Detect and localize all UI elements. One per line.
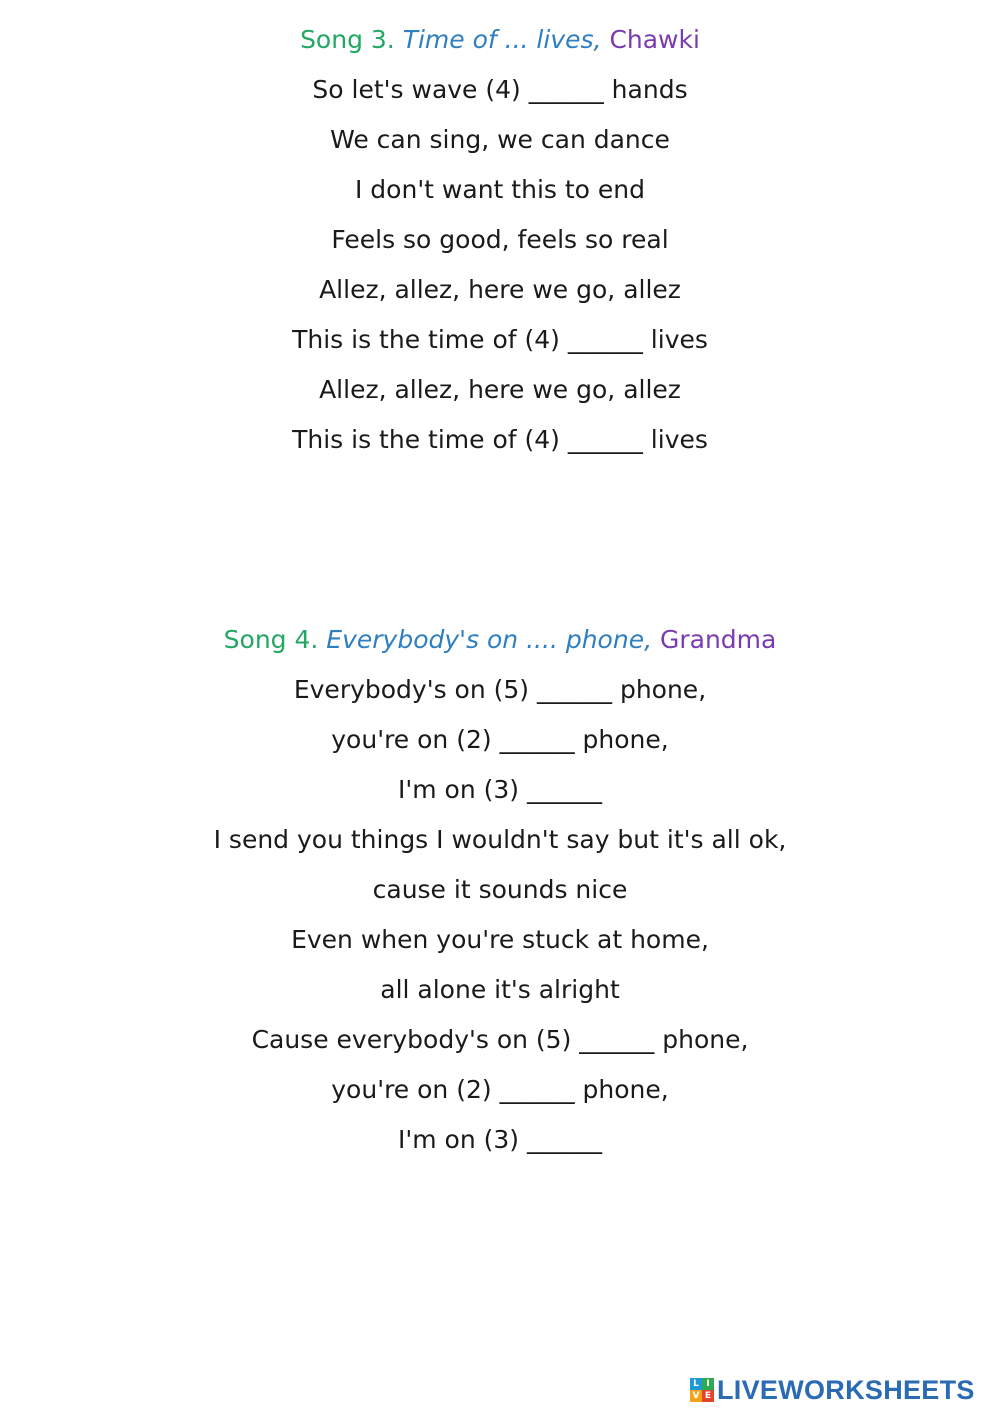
lyric-line: you're on (2) ______ phone,: [331, 725, 669, 754]
logo-letter: I: [702, 1378, 714, 1390]
lyric-line: Allez, allez, here we go, allez: [319, 375, 681, 404]
song-3-title: [0, 18, 1000, 68]
lyric-line: This is the time of (4) ______ lives: [292, 425, 708, 454]
lyric-line: Even when you're stuck at home,: [291, 925, 709, 954]
song-4-label: Song 4.: [223, 625, 319, 654]
song-3-artist: Chawki: [609, 25, 700, 54]
lyric-line: Feels so good, feels so real: [331, 225, 669, 254]
lyric-line: We can sing, we can dance: [330, 125, 670, 154]
lyric-line: So let's wave (4) ______ hands: [312, 75, 688, 104]
song-3-label: Song 3.: [300, 25, 395, 54]
song-4-name: Everybody's on .... phone,: [326, 625, 653, 654]
lyric-line: I'm on (3) ______: [398, 775, 602, 804]
lyric-line: I don't want this to end: [354, 175, 645, 204]
logo-letter: V: [690, 1390, 702, 1402]
lyric-line: all alone it's alright: [380, 975, 620, 1004]
lyric-line: Cause everybody's on (5) ______ phone,: [251, 1025, 749, 1054]
lyric-line: I send you things I wouldn't say but it's all ok,: [213, 825, 787, 854]
song-4-title: [0, 618, 1000, 668]
lyric-line: Allez, allez, here we go, allez: [319, 275, 681, 304]
song-4-artist: Grandma: [659, 625, 777, 654]
lyric-line: This is the time of (4) ______ lives: [292, 325, 708, 354]
liveworksheets-logo[interactable]: [690, 1374, 975, 1406]
liveworksheets-logo-icon: [690, 1378, 714, 1402]
song-3-section: [0, 18, 1000, 468]
lyric-line: cause it sounds nice: [372, 875, 628, 904]
logo-letter: E: [702, 1390, 714, 1402]
lyric-line: you're on (2) ______ phone,: [331, 1075, 669, 1104]
song-4-section: [0, 618, 1000, 1168]
song-3-name: Time of ... lives,: [402, 25, 602, 54]
lyric-line: I'm on (3) ______: [398, 1125, 602, 1154]
brand-text: LIVEWORKSHEETS: [717, 1374, 975, 1405]
lyric-line: Everybody's on (5) ______ phone,: [293, 675, 707, 704]
logo-letter: L: [690, 1378, 702, 1390]
